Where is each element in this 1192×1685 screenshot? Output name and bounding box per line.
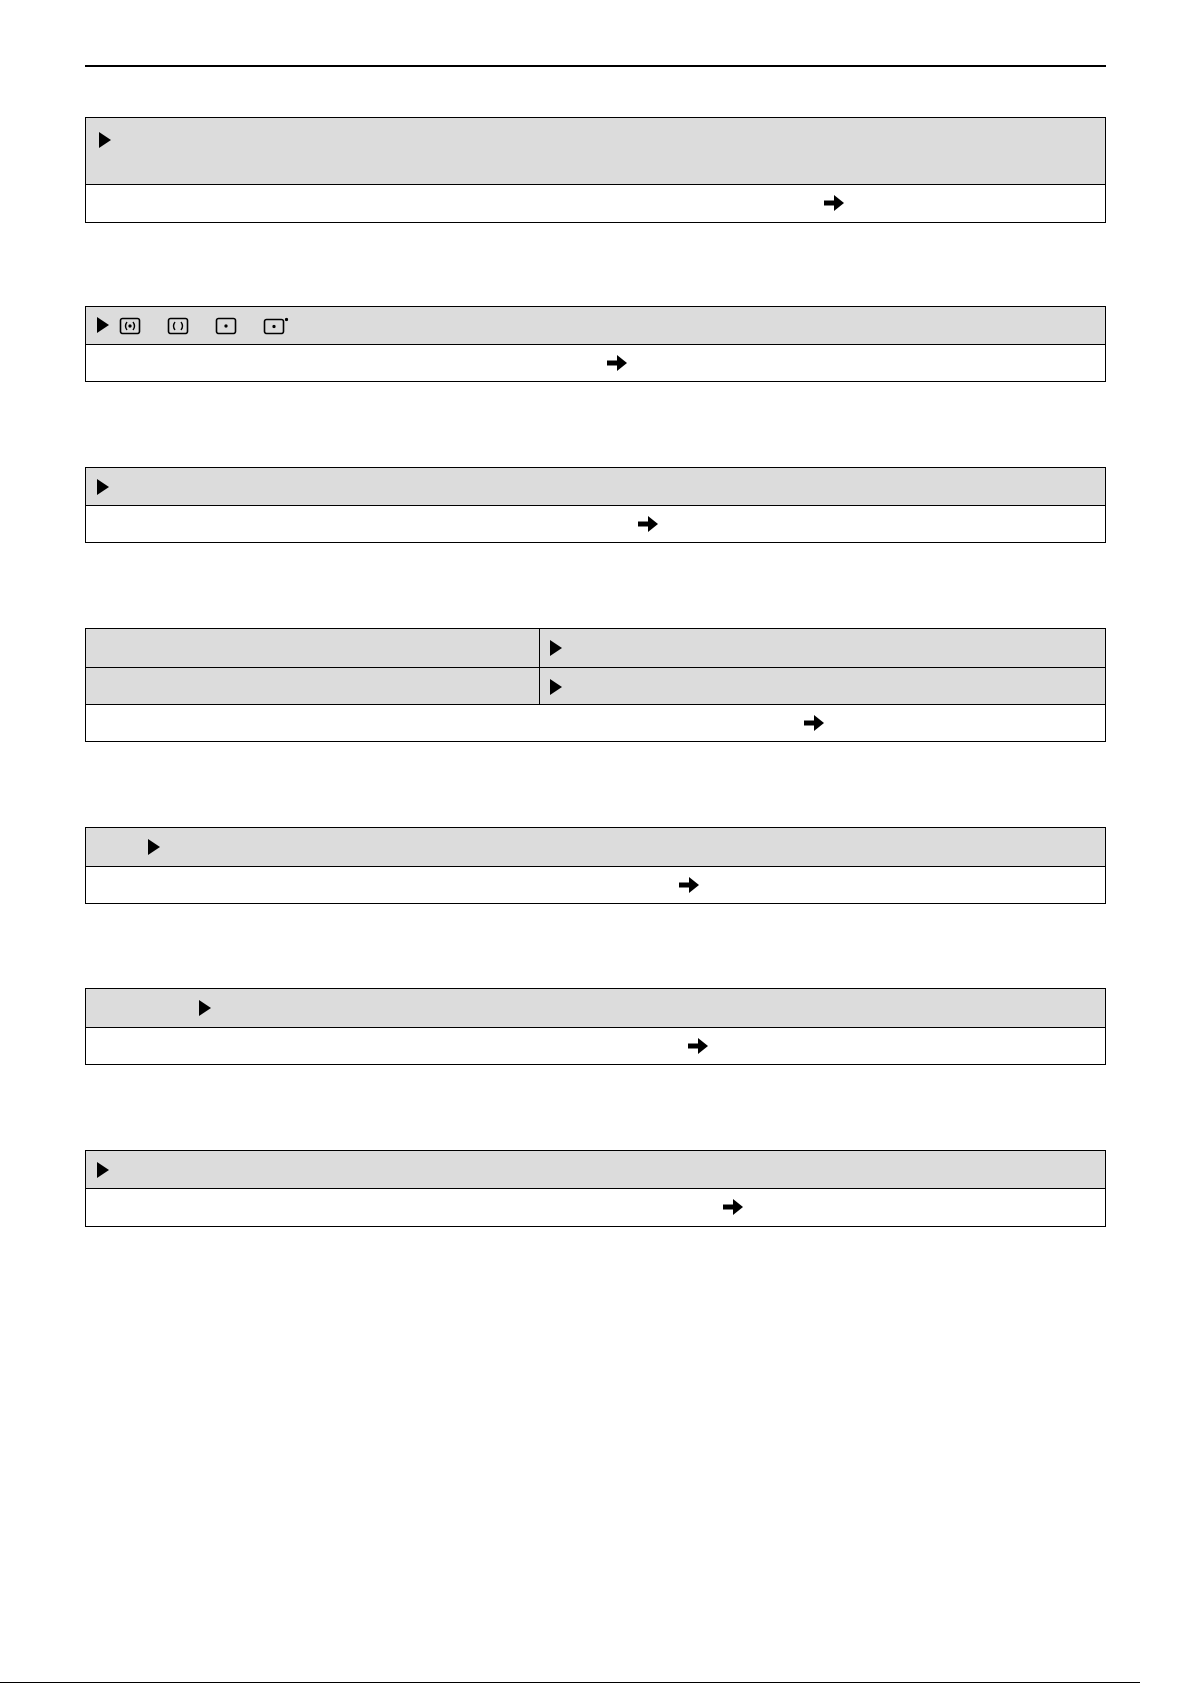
triangle-right-icon bbox=[99, 132, 111, 148]
header-rule bbox=[85, 65, 1106, 67]
menu-cell-right bbox=[540, 668, 1105, 704]
reference-row bbox=[86, 184, 1105, 222]
arrow-right-icon bbox=[722, 1198, 744, 1216]
triangle-right-icon bbox=[550, 640, 562, 656]
menu-path-row bbox=[86, 667, 1105, 704]
reference-row bbox=[86, 1188, 1105, 1226]
menu-path-row bbox=[86, 629, 1105, 667]
arrow-right-icon bbox=[687, 1037, 709, 1055]
triangle-right-icon bbox=[550, 679, 562, 695]
menu-path-row bbox=[86, 118, 1105, 184]
footer-rule bbox=[0, 1682, 1140, 1683]
reference-table-1 bbox=[85, 117, 1106, 223]
reference-row bbox=[86, 344, 1105, 381]
triangle-right-icon bbox=[199, 1000, 211, 1016]
menu-path-row bbox=[86, 828, 1105, 866]
highlight-weighted-metering-icon bbox=[263, 317, 289, 335]
reference-table-4 bbox=[85, 628, 1106, 742]
triangle-right-icon bbox=[148, 839, 160, 855]
multiple-metering-icon bbox=[119, 317, 141, 335]
reference-table-5 bbox=[85, 827, 1106, 904]
menu-path-row bbox=[86, 989, 1105, 1027]
triangle-right-icon bbox=[97, 1162, 109, 1178]
reference-row bbox=[86, 505, 1105, 542]
triangle-right-icon bbox=[97, 479, 109, 495]
triangle-right-icon bbox=[97, 317, 109, 333]
menu-path-row bbox=[86, 307, 1105, 344]
arrow-right-icon bbox=[823, 194, 845, 212]
reference-row bbox=[86, 866, 1105, 903]
center-weighted-metering-icon bbox=[167, 317, 189, 335]
spot-metering-icon bbox=[215, 317, 237, 335]
reference-table-2 bbox=[85, 306, 1106, 382]
arrow-right-icon bbox=[803, 714, 825, 732]
arrow-right-icon bbox=[637, 515, 659, 533]
menu-path-row bbox=[86, 468, 1105, 505]
menu-cell-right bbox=[540, 629, 1105, 667]
reference-table-6 bbox=[85, 988, 1106, 1065]
reference-table-3 bbox=[85, 467, 1106, 543]
menu-path-row bbox=[86, 1151, 1105, 1188]
reference-row bbox=[86, 1027, 1105, 1064]
arrow-right-icon bbox=[606, 354, 628, 372]
reference-table-7 bbox=[85, 1150, 1106, 1227]
menu-cell-left bbox=[86, 629, 540, 667]
reference-row bbox=[86, 704, 1105, 741]
arrow-right-icon bbox=[678, 876, 700, 894]
menu-cell-left bbox=[86, 668, 540, 704]
